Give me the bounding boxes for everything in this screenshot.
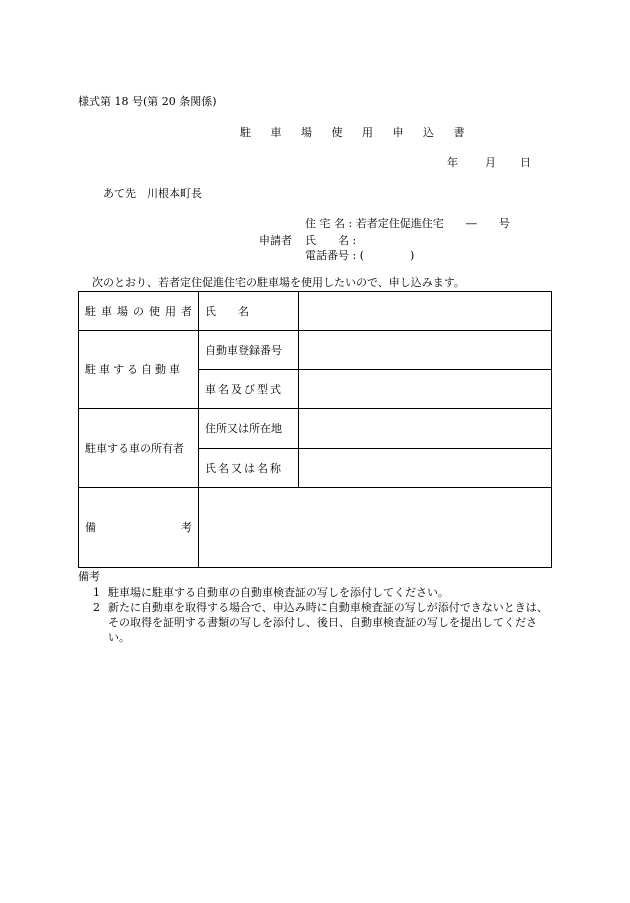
applicant-address-line xyxy=(305,218,510,229)
form-number: 様式第 18 号(第 20 条関係) xyxy=(78,95,217,108)
notes-section xyxy=(78,571,558,645)
phone-close: ) xyxy=(410,249,415,262)
owner-address-field[interactable] xyxy=(299,409,552,449)
applicant-name-line xyxy=(305,235,356,246)
table-row xyxy=(79,409,552,449)
user-name-field[interactable] xyxy=(299,292,552,331)
note-item: 1 駐車場に駐車する自動車の自動車検査証の写しを添付してください。 xyxy=(93,586,449,599)
table-row xyxy=(79,331,552,370)
table-row xyxy=(79,292,552,331)
notes-heading: 備考 xyxy=(78,570,100,583)
address-label: 住 宅 名 : xyxy=(305,217,356,230)
application-table xyxy=(78,291,552,568)
model-field[interactable] xyxy=(299,370,552,409)
month-label: 月 xyxy=(485,156,496,169)
model-label: 車名及び型式 xyxy=(199,370,299,409)
applicant-label: 申請者 xyxy=(259,234,292,247)
owner-address-label: 住所又は所在地 xyxy=(199,409,299,449)
registration-number-field[interactable] xyxy=(299,331,552,370)
vehicle-header: 駐車する自動車 xyxy=(79,331,199,409)
user-name-label: 氏 名 xyxy=(199,292,299,331)
table-row xyxy=(79,488,552,568)
applicant-phone-line xyxy=(305,250,414,261)
address-value: 若者定住促進住宅 ― 号 xyxy=(355,217,510,230)
phone-label: 電話番号 : ( xyxy=(305,249,364,262)
date-line xyxy=(447,157,531,168)
addressee: あて先 川根本町長 xyxy=(103,187,202,200)
note-item: 2 新たに自動車を取得する場合で、申込み時に自動車検査証の写しが添付できないときは、その取得を証明する書類の写しを添付し、後日、自動車検査証の写しを提出してください。 xyxy=(93,601,548,644)
remarks-label: 備 考 xyxy=(79,488,199,568)
owner-header: 駐車する車の所有者 xyxy=(79,409,199,488)
registration-number-label: 自動車登録番号 xyxy=(199,331,299,370)
intro-text: 次のとおり、若者定住促進住宅の駐車場を使用したいので、申し込みます。 xyxy=(92,276,465,289)
document-title: 駐 車 場 使 用 申 込 書 xyxy=(240,126,473,139)
owner-name-field[interactable] xyxy=(299,449,552,488)
remarks-field[interactable] xyxy=(199,488,552,568)
applicant-name-label: 氏 名 : xyxy=(305,234,357,247)
year-label: 年 xyxy=(447,156,458,169)
owner-name-label: 氏名又は名称 xyxy=(199,449,299,488)
day-label: 日 xyxy=(520,156,531,169)
parking-user-header: 駐 車 場 の 使 用 者 xyxy=(79,292,199,331)
